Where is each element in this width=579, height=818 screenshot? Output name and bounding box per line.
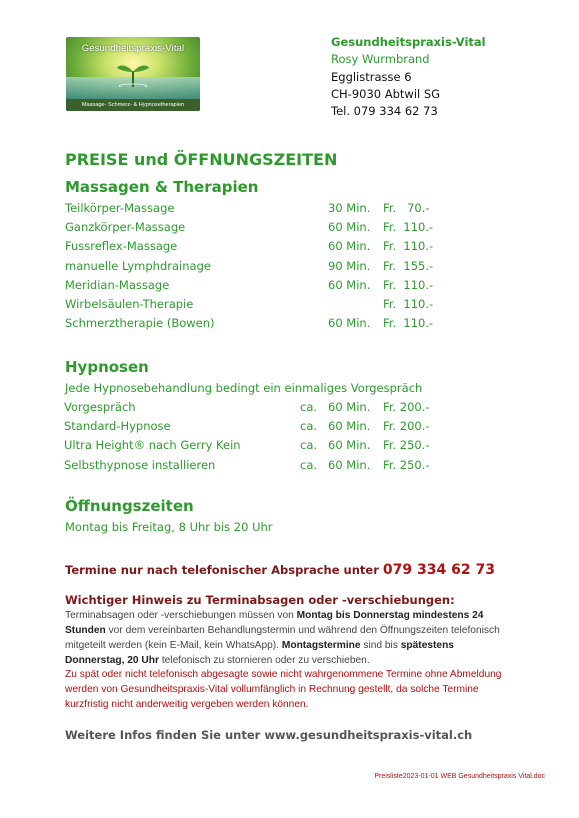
hinweis-bold-3: spätestens Donnerstag, 20 Uhr <box>65 640 454 666</box>
hinweis-text-1: Terminabsagen oder -verschiebungen müssen von <box>65 610 297 621</box>
hypnose-price: Fr. 250.- <box>383 438 430 453</box>
massage-name: Ganzkörper-Massage <box>65 220 186 235</box>
hypnose-duration: 60 Min. <box>328 457 371 472</box>
hypnose-name: Standard-Hypnose <box>64 419 171 434</box>
hinweis-text-3: sind bis <box>360 640 401 651</box>
massage-row <box>65 220 445 238</box>
person-name: Rosy Wurmbrand <box>331 52 430 67</box>
hypnose-name: Selbsthypnose installieren <box>64 457 216 472</box>
hinweis-bold-1: Montag bis Donnerstag mindestens 24 Stunden <box>65 610 484 636</box>
hypnosen-note: Jede Hypnosebehandlung bedingt ein einmaliges Vorgespräch <box>65 381 423 395</box>
street: Egglistrasse 6 <box>331 69 412 84</box>
massage-price: Fr. 110.- <box>383 220 434 235</box>
hypnose-row <box>64 458 444 476</box>
hinweis-paragraph <box>65 608 515 668</box>
phone: Tel. 079 334 62 73 <box>331 104 438 119</box>
sprout-icon <box>116 59 150 87</box>
hypnose-row <box>64 438 444 456</box>
massagen-heading: Massagen & Therapien <box>65 178 259 196</box>
massage-duration: 90 Min. <box>328 258 371 273</box>
hypnose-row <box>64 400 444 418</box>
massage-row <box>65 316 445 334</box>
hypnose-ca: ca. <box>300 438 318 453</box>
massage-price: Fr. 155.- <box>383 258 434 273</box>
massage-row <box>65 297 445 315</box>
hinweis-warning: Zu spät oder nicht telefonisch abgesagte sowie nicht wahrgenommene Termine ohne Abmeldung werden von Gesundheitspraxis-Vital vollumfänglich in Rechnung gestellt, da solche Termine kurzfristig nicht anderweitig vergeben werden können. <box>65 669 502 710</box>
massage-row <box>65 239 445 257</box>
hypnose-row <box>64 419 444 437</box>
oeffnungszeiten-text: Montag bis Freitag, 8 Uhr bis 20 Uhr <box>65 520 273 534</box>
oeffnungszeiten-heading: Öffnungszeiten <box>65 497 194 515</box>
massage-name: Fussreflex-Massage <box>65 239 178 254</box>
hinweis-text-2: vor dem vereinbarten Behandlungstermin und während den Öffnungszeiten telefonisch mitgeteilt werden (kein E-Mail, kein WhatsApp). <box>65 625 500 651</box>
massage-name: Meridian-Massage <box>65 277 170 292</box>
hypnose-price: Fr. 250.- <box>383 457 430 472</box>
hypnose-name: Vorgespräch <box>64 400 136 414</box>
footer-filename: Preisliste2023-01-01 WEB Gesundheitspraxis Vital.doc <box>374 773 545 780</box>
city: CH-9030 Abtwil SG <box>331 86 441 101</box>
hypnose-ca: ca. <box>300 419 318 434</box>
massage-row <box>65 278 445 296</box>
hypnosen-heading: Hypnosen <box>65 358 149 376</box>
hypnose-price: Fr. 200.- <box>383 419 430 434</box>
massage-row <box>65 259 445 277</box>
practice-name: Gesundheitspraxis-Vital <box>331 35 486 49</box>
hypnose-duration: 60 Min. <box>328 419 371 434</box>
page-title: PREISE und ÖFFNUNGSZEITEN <box>65 150 338 169</box>
hinweis-text-4: telefonisch zu stornieren oder zu verschieben. <box>158 655 370 666</box>
massage-name: Schmerztherapie (Bowen) <box>65 316 215 331</box>
hypnose-name: Ultra Height® nach Gerry Kein <box>64 438 241 453</box>
hinweis-title: Wichtiger Hinweis zu Terminabsagen oder -verschiebungen: <box>65 593 455 607</box>
hinweis-bold-2: Montagstermine <box>281 640 361 651</box>
massage-duration: 60 Min. <box>328 239 371 254</box>
address-block <box>331 34 486 120</box>
massage-duration: 60 Min. <box>328 316 371 331</box>
termine-text: Termine nur nach telefonischer Absprache unter <box>65 563 379 577</box>
massage-duration: 60 Min. <box>328 277 371 292</box>
hypnose-ca: ca. <box>300 400 318 414</box>
massage-name: Wirbelsäulen-Therapie <box>65 297 194 311</box>
termine-line <box>65 562 495 578</box>
logo <box>66 37 200 111</box>
massage-duration: 30 Min. <box>328 201 371 215</box>
massage-price: Fr. 110.- <box>383 316 434 331</box>
massage-price: Fr. 110.- <box>383 277 434 292</box>
hypnose-duration: 60 Min. <box>328 400 371 414</box>
termine-phone: 079 334 62 73 <box>382 562 495 578</box>
logo-subtitle: Massage- Schmerz- & Hypnosetherapien <box>66 99 200 111</box>
massage-price: Fr. 110.- <box>383 239 434 254</box>
massage-row <box>65 201 445 219</box>
massage-name: manuelle Lymphdrainage <box>65 258 211 273</box>
hypnose-price: Fr. 200.- <box>383 400 430 414</box>
massage-price: Fr. 110.- <box>383 297 434 311</box>
massage-duration: 60 Min. <box>328 220 371 235</box>
massage-name: Teilkörper-Massage <box>65 201 175 215</box>
weitere-infos: Weitere Infos finden Sie unter www.gesundheitspraxis-vital.ch <box>65 728 473 742</box>
massage-price: Fr. 70.- <box>383 201 430 215</box>
hypnose-ca: ca. <box>300 457 318 472</box>
hypnose-duration: 60 Min. <box>328 438 371 453</box>
logo-title: Gesundheitspraxis-Vital <box>81 43 185 54</box>
